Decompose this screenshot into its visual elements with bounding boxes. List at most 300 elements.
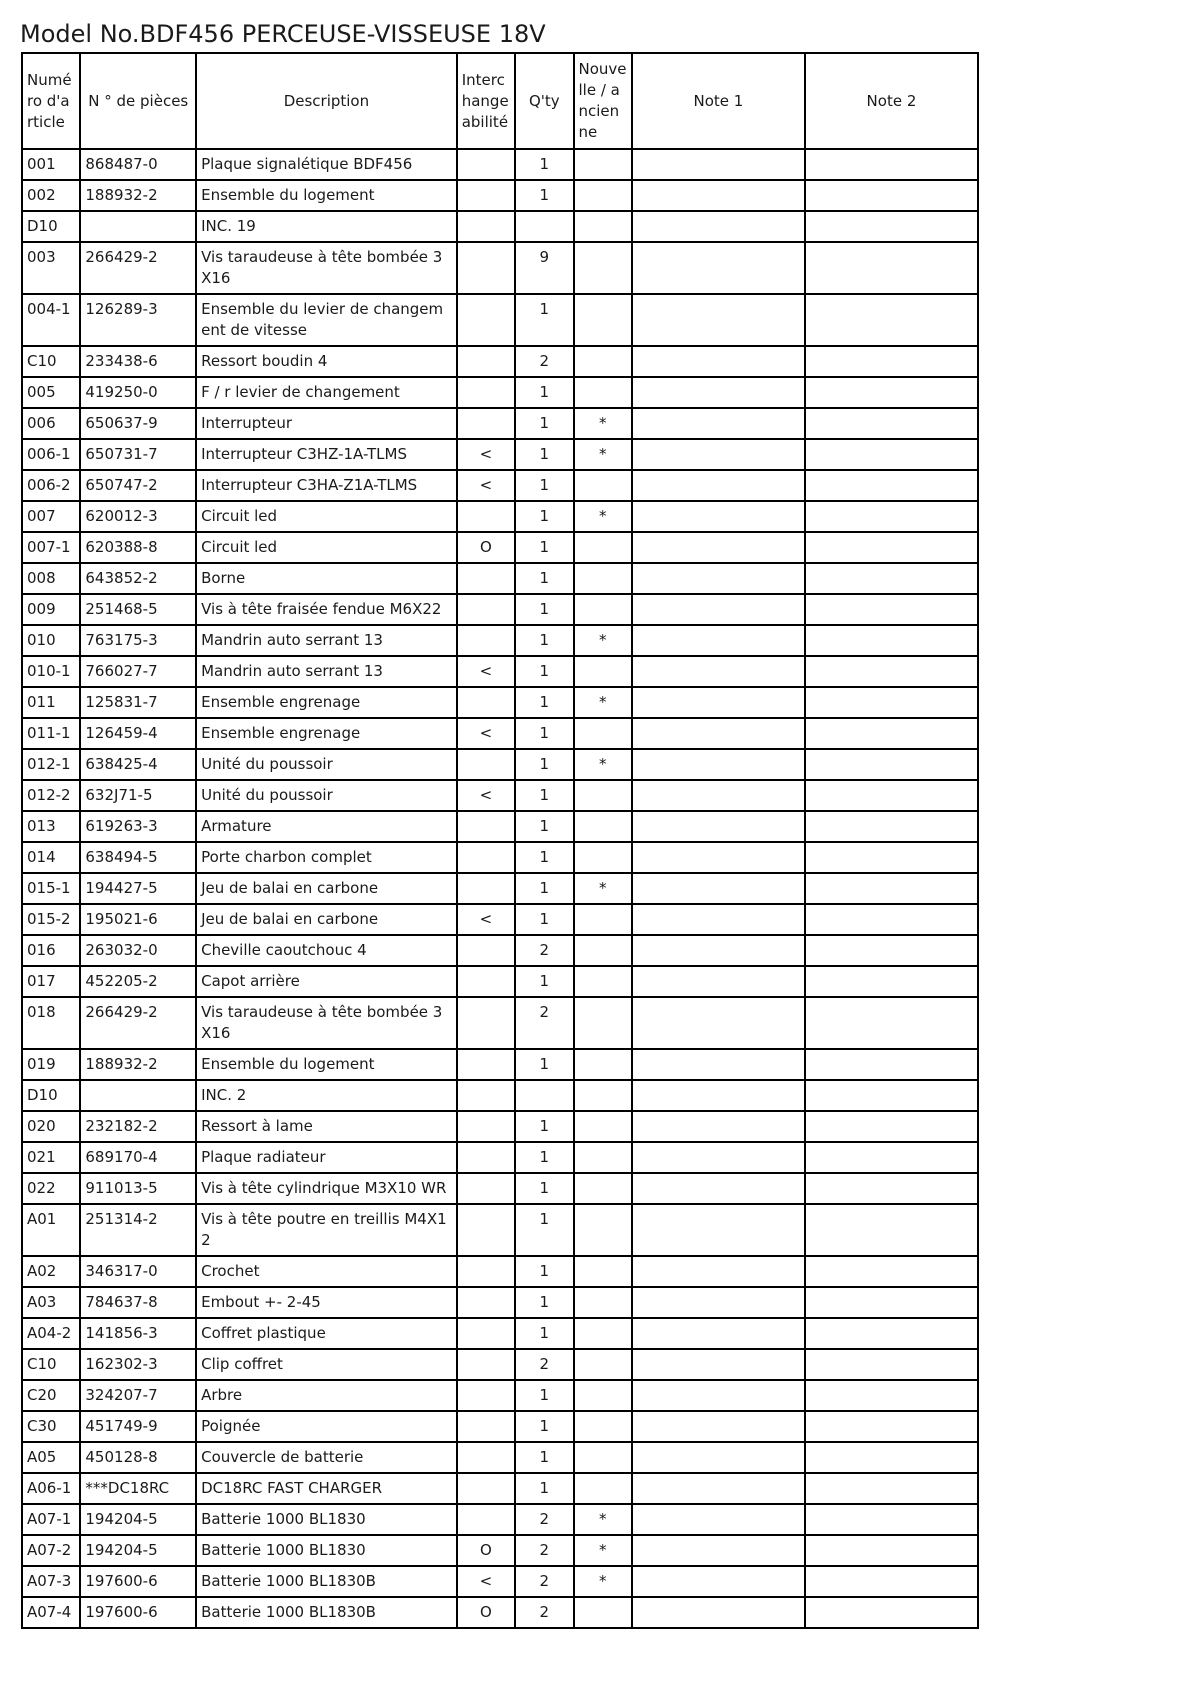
description-cell: Clip coffret: [196, 1349, 457, 1380]
table-row: [22, 625, 978, 656]
header-new-old: Nouvelle / ancienne: [574, 53, 632, 149]
new-old-cell: [574, 211, 632, 242]
note-1-cell: [632, 1349, 805, 1380]
note-1-cell: [632, 1142, 805, 1173]
interchangeability-cell: [457, 1318, 515, 1349]
table-row: [22, 1142, 978, 1173]
table-row: [22, 966, 978, 997]
item-number-cell: 003: [22, 242, 80, 294]
header-note-2: Note 2: [805, 53, 978, 149]
note-1-cell: [632, 718, 805, 749]
new-old-cell: [574, 1473, 632, 1504]
part-number-cell: 126289-3: [80, 294, 196, 346]
item-number-cell: A07-4: [22, 1597, 80, 1628]
description-cell: Embout +- 2-45: [196, 1287, 457, 1318]
new-old-cell: [574, 1349, 632, 1380]
quantity-cell: 1: [515, 149, 573, 180]
interchangeability-cell: <: [457, 470, 515, 501]
new-old-cell: *: [574, 1566, 632, 1597]
description-cell: Unité du poussoir: [196, 780, 457, 811]
item-number-cell: 015-2: [22, 904, 80, 935]
new-old-cell: *: [574, 625, 632, 656]
table-row: [22, 687, 978, 718]
note-1-cell: [632, 1380, 805, 1411]
interchangeability-cell: [457, 563, 515, 594]
note-2-cell: [805, 408, 978, 439]
description-cell: Capot arrière: [196, 966, 457, 997]
interchangeability-cell: [457, 377, 515, 408]
item-number-cell: 007: [22, 501, 80, 532]
new-old-cell: [574, 997, 632, 1049]
quantity-cell: 1: [515, 180, 573, 211]
item-number-cell: 002: [22, 180, 80, 211]
note-1-cell: [632, 594, 805, 625]
table-row: [22, 1566, 978, 1597]
quantity-cell: 1: [515, 439, 573, 470]
interchangeability-cell: [457, 749, 515, 780]
note-1-cell: [632, 1204, 805, 1256]
quantity-cell: 2: [515, 935, 573, 966]
note-2-cell: [805, 532, 978, 563]
note-2-cell: [805, 718, 978, 749]
description-cell: Armature: [196, 811, 457, 842]
item-number-cell: 013: [22, 811, 80, 842]
item-number-cell: 011: [22, 687, 80, 718]
interchangeability-cell: <: [457, 718, 515, 749]
interchangeability-cell: [457, 408, 515, 439]
table-row: [22, 1111, 978, 1142]
note-2-cell: [805, 935, 978, 966]
new-old-cell: [574, 180, 632, 211]
quantity-cell: [515, 1080, 573, 1111]
table-row: [22, 656, 978, 687]
table-row: [22, 1597, 978, 1628]
description-cell: Ensemble engrenage: [196, 687, 457, 718]
table-row: [22, 1049, 978, 1080]
item-number-cell: 006: [22, 408, 80, 439]
new-old-cell: [574, 1318, 632, 1349]
note-1-cell: [632, 211, 805, 242]
note-2-cell: [805, 1535, 978, 1566]
interchangeability-cell: O: [457, 1597, 515, 1628]
part-number-cell: 643852-2: [80, 563, 196, 594]
note-1-cell: [632, 625, 805, 656]
interchangeability-cell: [457, 1049, 515, 1080]
note-1-cell: [632, 1173, 805, 1204]
new-old-cell: [574, 149, 632, 180]
quantity-cell: 1: [515, 1411, 573, 1442]
item-number-cell: D10: [22, 211, 80, 242]
quantity-cell: 2: [515, 1504, 573, 1535]
quantity-cell: 2: [515, 1566, 573, 1597]
item-number-cell: C10: [22, 346, 80, 377]
table-row: [22, 439, 978, 470]
description-cell: Arbre: [196, 1380, 457, 1411]
interchangeability-cell: [457, 1504, 515, 1535]
part-number-cell: 141856-3: [80, 1318, 196, 1349]
table-row: [22, 997, 978, 1049]
table-row: [22, 1504, 978, 1535]
note-2-cell: [805, 966, 978, 997]
table-row: [22, 1318, 978, 1349]
new-old-cell: [574, 1142, 632, 1173]
table-row: [22, 935, 978, 966]
part-number-cell: 194204-5: [80, 1504, 196, 1535]
quantity-cell: 1: [515, 594, 573, 625]
interchangeability-cell: <: [457, 439, 515, 470]
note-2-cell: [805, 780, 978, 811]
table-row: [22, 149, 978, 180]
quantity-cell: 9: [515, 242, 573, 294]
new-old-cell: [574, 842, 632, 873]
note-2-cell: [805, 1566, 978, 1597]
item-number-cell: 004-1: [22, 294, 80, 346]
note-2-cell: [805, 811, 978, 842]
description-cell: Mandrin auto serrant 13: [196, 625, 457, 656]
note-1-cell: [632, 377, 805, 408]
header-part-no: N ° de pièces: [80, 53, 196, 149]
note-2-cell: [805, 1504, 978, 1535]
quantity-cell: 1: [515, 656, 573, 687]
interchangeability-cell: [457, 1473, 515, 1504]
interchangeability-cell: [457, 687, 515, 718]
part-number-cell: 650731-7: [80, 439, 196, 470]
part-number-cell: [80, 211, 196, 242]
item-number-cell: A06-1: [22, 1473, 80, 1504]
part-number-cell: 162302-3: [80, 1349, 196, 1380]
part-number-cell: [80, 1080, 196, 1111]
new-old-cell: [574, 377, 632, 408]
note-1-cell: [632, 904, 805, 935]
item-number-cell: 019: [22, 1049, 80, 1080]
table-row: [22, 780, 978, 811]
description-cell: Cheville caoutchouc 4: [196, 935, 457, 966]
note-1-cell: [632, 1473, 805, 1504]
part-number-cell: 868487-0: [80, 149, 196, 180]
page-title: Model No.BDF456 PERCEUSE-VISSEUSE 18V: [20, 20, 546, 48]
note-2-cell: [805, 1111, 978, 1142]
description-cell: Unité du poussoir: [196, 749, 457, 780]
part-number-cell: 650747-2: [80, 470, 196, 501]
table-row: [22, 594, 978, 625]
note-2-cell: [805, 1173, 978, 1204]
item-number-cell: A04-2: [22, 1318, 80, 1349]
new-old-cell: [574, 718, 632, 749]
note-1-cell: [632, 346, 805, 377]
part-number-cell: 126459-4: [80, 718, 196, 749]
new-old-cell: [574, 470, 632, 501]
item-number-cell: 012-1: [22, 749, 80, 780]
description-cell: Batterie 1000 BL1830B: [196, 1566, 457, 1597]
part-number-cell: 419250-0: [80, 377, 196, 408]
description-cell: Interrupteur C3HZ-1A-TLMS: [196, 439, 457, 470]
interchangeability-cell: [457, 211, 515, 242]
note-1-cell: [632, 470, 805, 501]
table-row: [22, 1173, 978, 1204]
quantity-cell: 1: [515, 1142, 573, 1173]
quantity-cell: 1: [515, 408, 573, 439]
header-item-no: Numéro d'article: [22, 53, 80, 149]
note-2-cell: [805, 594, 978, 625]
part-number-cell: 620388-8: [80, 532, 196, 563]
table-row: [22, 1080, 978, 1111]
quantity-cell: 2: [515, 997, 573, 1049]
description-cell: Porte charbon complet: [196, 842, 457, 873]
note-2-cell: [805, 346, 978, 377]
note-2-cell: [805, 242, 978, 294]
table-row: [22, 294, 978, 346]
note-1-cell: [632, 873, 805, 904]
part-number-cell: 324207-7: [80, 1380, 196, 1411]
quantity-cell: 2: [515, 1349, 573, 1380]
item-number-cell: D10: [22, 1080, 80, 1111]
table-row: [22, 1380, 978, 1411]
item-number-cell: 012-2: [22, 780, 80, 811]
note-2-cell: [805, 180, 978, 211]
new-old-cell: [574, 935, 632, 966]
note-1-cell: [632, 439, 805, 470]
description-cell: Jeu de balai en carbone: [196, 873, 457, 904]
item-number-cell: C10: [22, 1349, 80, 1380]
interchangeability-cell: [457, 873, 515, 904]
note-1-cell: [632, 501, 805, 532]
note-1-cell: [632, 532, 805, 563]
part-number-cell: 620012-3: [80, 501, 196, 532]
parts-table-body: [22, 149, 978, 1628]
table-row: [22, 718, 978, 749]
item-number-cell: A01: [22, 1204, 80, 1256]
description-cell: Borne: [196, 563, 457, 594]
table-row: [22, 501, 978, 532]
interchangeability-cell: [457, 842, 515, 873]
note-1-cell: [632, 1535, 805, 1566]
table-row: [22, 346, 978, 377]
description-cell: Crochet: [196, 1256, 457, 1287]
header-interchangeability: Interchangeabilité: [457, 53, 515, 149]
new-old-cell: [574, 1411, 632, 1442]
table-row: [22, 532, 978, 563]
note-1-cell: [632, 1080, 805, 1111]
interchangeability-cell: [457, 594, 515, 625]
note-2-cell: [805, 1204, 978, 1256]
description-cell: Couvercle de batterie: [196, 1442, 457, 1473]
interchangeability-cell: [457, 242, 515, 294]
quantity-cell: 1: [515, 811, 573, 842]
new-old-cell: [574, 294, 632, 346]
new-old-cell: [574, 1204, 632, 1256]
note-1-cell: [632, 749, 805, 780]
note-1-cell: [632, 408, 805, 439]
note-1-cell: [632, 997, 805, 1049]
quantity-cell: 1: [515, 1380, 573, 1411]
table-row: [22, 873, 978, 904]
new-old-cell: [574, 780, 632, 811]
item-number-cell: 010-1: [22, 656, 80, 687]
item-number-cell: 001: [22, 149, 80, 180]
part-number-cell: 689170-4: [80, 1142, 196, 1173]
part-number-cell: 266429-2: [80, 997, 196, 1049]
part-number-cell: 911013-5: [80, 1173, 196, 1204]
note-2-cell: [805, 687, 978, 718]
part-number-cell: 188932-2: [80, 180, 196, 211]
table-row: [22, 842, 978, 873]
interchangeability-cell: [457, 1173, 515, 1204]
note-2-cell: [805, 1318, 978, 1349]
new-old-cell: [574, 532, 632, 563]
new-old-cell: [574, 1256, 632, 1287]
header-row: [22, 53, 978, 149]
note-1-cell: [632, 1256, 805, 1287]
note-2-cell: [805, 656, 978, 687]
note-2-cell: [805, 377, 978, 408]
item-number-cell: 014: [22, 842, 80, 873]
part-number-cell: 766027-7: [80, 656, 196, 687]
new-old-cell: *: [574, 408, 632, 439]
table-row: [22, 1535, 978, 1566]
new-old-cell: [574, 1442, 632, 1473]
interchangeability-cell: <: [457, 1566, 515, 1597]
item-number-cell: C30: [22, 1411, 80, 1442]
quantity-cell: 1: [515, 1173, 573, 1204]
note-2-cell: [805, 1049, 978, 1080]
note-2-cell: [805, 294, 978, 346]
interchangeability-cell: [457, 346, 515, 377]
quantity-cell: [515, 211, 573, 242]
part-number-cell: 125831-7: [80, 687, 196, 718]
note-1-cell: [632, 1287, 805, 1318]
note-2-cell: [805, 842, 978, 873]
new-old-cell: [574, 1380, 632, 1411]
description-cell: Ensemble engrenage: [196, 718, 457, 749]
note-2-cell: [805, 439, 978, 470]
new-old-cell: *: [574, 749, 632, 780]
part-number-cell: 197600-6: [80, 1597, 196, 1628]
new-old-cell: [574, 811, 632, 842]
description-cell: DC18RC FAST CHARGER: [196, 1473, 457, 1504]
note-1-cell: [632, 1597, 805, 1628]
note-2-cell: [805, 904, 978, 935]
description-cell: Vis à tête poutre en treillis M4X12: [196, 1204, 457, 1256]
new-old-cell: [574, 242, 632, 294]
item-number-cell: 005: [22, 377, 80, 408]
header-note-1: Note 1: [632, 53, 805, 149]
description-cell: Circuit led: [196, 501, 457, 532]
interchangeability-cell: [457, 811, 515, 842]
description-cell: Vis à tête cylindrique M3X10 WR: [196, 1173, 457, 1204]
item-number-cell: A02: [22, 1256, 80, 1287]
interchangeability-cell: [457, 1111, 515, 1142]
part-number-cell: 451749-9: [80, 1411, 196, 1442]
quantity-cell: 2: [515, 1535, 573, 1566]
interchangeability-cell: [457, 1204, 515, 1256]
description-cell: Interrupteur C3HA-Z1A-TLMS: [196, 470, 457, 501]
part-number-cell: 632J71-5: [80, 780, 196, 811]
description-cell: Jeu de balai en carbone: [196, 904, 457, 935]
table-row: [22, 563, 978, 594]
description-cell: Plaque radiateur: [196, 1142, 457, 1173]
interchangeability-cell: [457, 1349, 515, 1380]
quantity-cell: 1: [515, 904, 573, 935]
new-old-cell: [574, 966, 632, 997]
interchangeability-cell: [457, 1142, 515, 1173]
quantity-cell: 1: [515, 1049, 573, 1080]
table-row: [22, 904, 978, 935]
table-row: [22, 1442, 978, 1473]
description-cell: Poignée: [196, 1411, 457, 1442]
interchangeability-cell: <: [457, 904, 515, 935]
part-number-cell: 195021-6: [80, 904, 196, 935]
interchangeability-cell: [457, 997, 515, 1049]
new-old-cell: *: [574, 439, 632, 470]
description-cell: Coffret plastique: [196, 1318, 457, 1349]
description-cell: INC. 2: [196, 1080, 457, 1111]
item-number-cell: A03: [22, 1287, 80, 1318]
note-2-cell: [805, 149, 978, 180]
note-1-cell: [632, 935, 805, 966]
item-number-cell: 021: [22, 1142, 80, 1173]
quantity-cell: 1: [515, 470, 573, 501]
new-old-cell: [574, 1080, 632, 1111]
note-1-cell: [632, 966, 805, 997]
part-number-cell: 188932-2: [80, 1049, 196, 1080]
new-old-cell: [574, 563, 632, 594]
quantity-cell: 1: [515, 780, 573, 811]
item-number-cell: 011-1: [22, 718, 80, 749]
quantity-cell: 1: [515, 501, 573, 532]
table-row: [22, 1256, 978, 1287]
part-number-cell: 233438-6: [80, 346, 196, 377]
interchangeability-cell: O: [457, 532, 515, 563]
part-number-cell: 251314-2: [80, 1204, 196, 1256]
note-1-cell: [632, 1442, 805, 1473]
quantity-cell: 1: [515, 842, 573, 873]
note-1-cell: [632, 1566, 805, 1597]
quantity-cell: 1: [515, 966, 573, 997]
description-cell: INC. 19: [196, 211, 457, 242]
note-1-cell: [632, 842, 805, 873]
interchangeability-cell: [457, 294, 515, 346]
note-2-cell: [805, 1142, 978, 1173]
interchangeability-cell: [457, 625, 515, 656]
description-cell: Interrupteur: [196, 408, 457, 439]
header-qty: Q'ty: [515, 53, 573, 149]
note-2-cell: [805, 1411, 978, 1442]
table-row: [22, 242, 978, 294]
item-number-cell: 015-1: [22, 873, 80, 904]
note-1-cell: [632, 780, 805, 811]
new-old-cell: [574, 904, 632, 935]
note-2-cell: [805, 501, 978, 532]
note-1-cell: [632, 149, 805, 180]
table-row: [22, 470, 978, 501]
quantity-cell: 2: [515, 1597, 573, 1628]
item-number-cell: 022: [22, 1173, 80, 1204]
item-number-cell: 007-1: [22, 532, 80, 563]
note-1-cell: [632, 242, 805, 294]
interchangeability-cell: [457, 966, 515, 997]
description-cell: Vis à tête fraisée fendue M6X22: [196, 594, 457, 625]
item-number-cell: A07-1: [22, 1504, 80, 1535]
table-row: [22, 408, 978, 439]
part-number-cell: 650637-9: [80, 408, 196, 439]
item-number-cell: 016: [22, 935, 80, 966]
table-row: [22, 749, 978, 780]
note-1-cell: [632, 180, 805, 211]
description-cell: Plaque signalétique BDF456: [196, 149, 457, 180]
interchangeability-cell: [457, 1080, 515, 1111]
interchangeability-cell: <: [457, 780, 515, 811]
new-old-cell: [574, 1597, 632, 1628]
